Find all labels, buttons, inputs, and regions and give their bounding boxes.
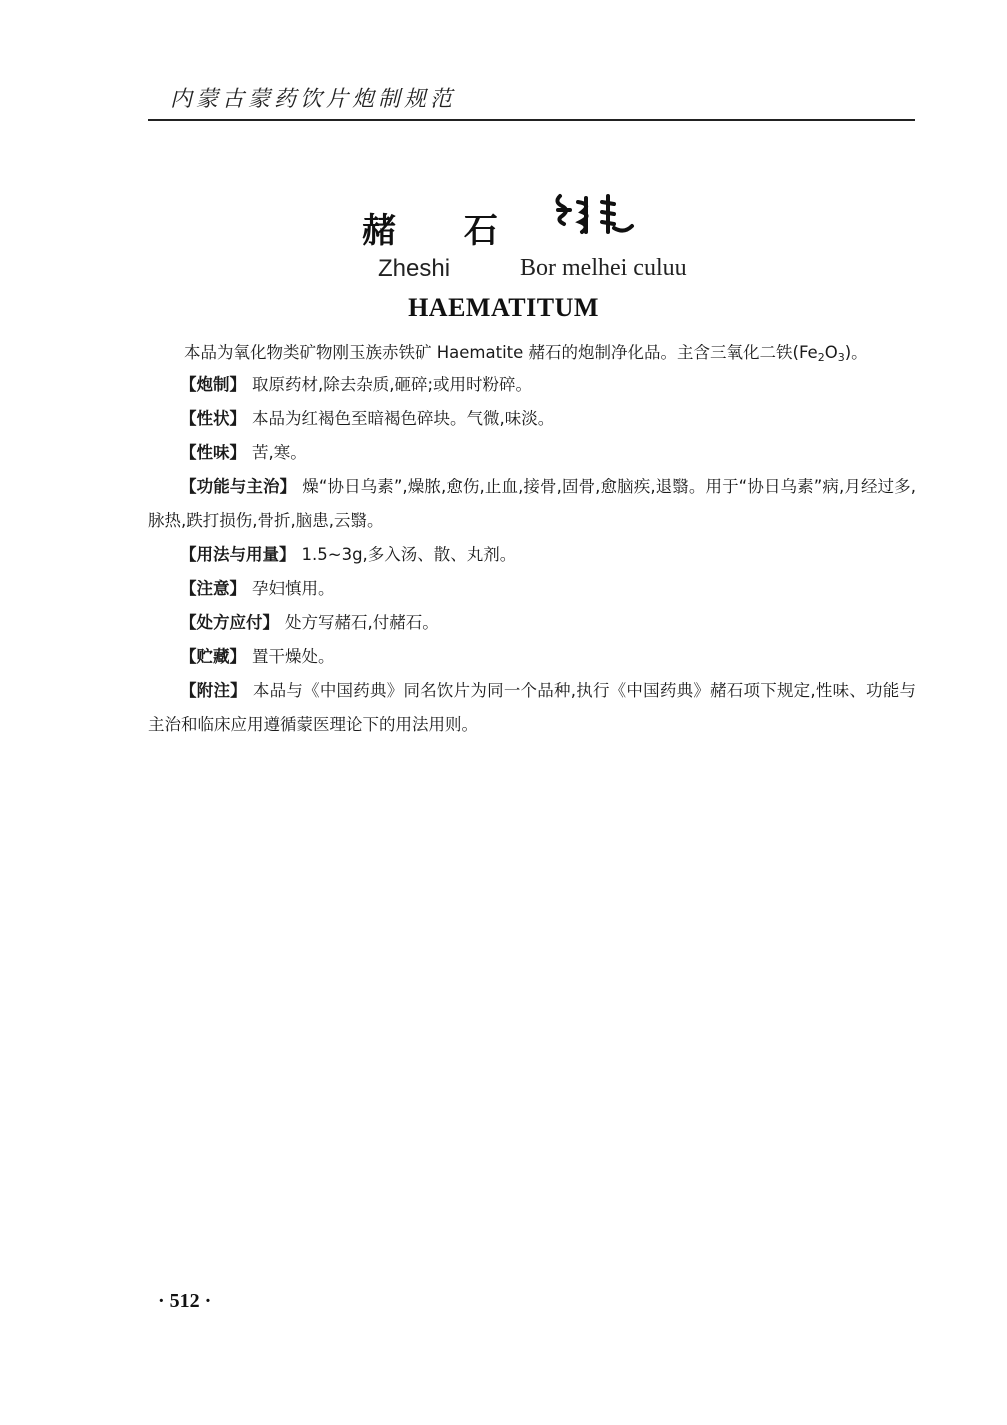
section-dosage: [180, 538, 948, 572]
page-number: · 512 ·: [158, 1290, 212, 1312]
section-label: 【用法与用量】: [180, 545, 296, 564]
title-latin: HAEMATITUM: [408, 293, 599, 322]
mongolian-script-title: [552, 192, 642, 238]
section-label: 【贮藏】: [180, 647, 246, 666]
section-text: 苦,寒。: [252, 443, 307, 462]
intro-end: )。: [844, 343, 868, 362]
section-notes: [148, 674, 916, 742]
title-mongolian-latin: Bor melhei culuu: [520, 255, 687, 281]
section-text: 1.5~3g,多入汤、散、丸剂。: [301, 545, 517, 564]
section-label: 【性状】: [180, 409, 246, 428]
formula-o: O: [824, 343, 838, 362]
title-chinese: 赭 石: [362, 211, 526, 251]
formula-sub-3: 3: [837, 351, 845, 364]
section-label: 【炮制】: [180, 375, 246, 394]
section-characteristics: [180, 402, 948, 436]
formula-fe: Fe: [798, 343, 818, 362]
header-rule: [148, 119, 915, 121]
section-text: 处方写赭石,付赭石。: [285, 613, 439, 632]
intro-text: 本品为氧化物类矿物刚玉族赤铁矿 Haematite 赭石的炮制净化品。主含三氧化二铁(: [184, 343, 799, 362]
section-caution: [180, 572, 948, 606]
formula-sub-2: 2: [817, 351, 825, 364]
section-label: 【附注】: [180, 681, 247, 700]
section-prescription: [180, 606, 948, 640]
section-text: 置干燥处。: [252, 647, 335, 666]
title-pinyin: Zheshi: [378, 255, 451, 282]
section-processing: [180, 368, 948, 402]
section-text: 取原药材,除去杂质,砸碎;或用时粉碎。: [252, 375, 533, 394]
running-title: 内蒙古蒙药饮片炮制规范: [170, 87, 457, 112]
section-label: 【功能与主治】: [180, 477, 297, 496]
section-text: 燥“协日乌素”,燥脓,愈伤,止血,接骨,固骨,愈脑疾,退翳。用于“协日乌素”病,月经过多,脉热,跌打损伤,骨折,脑患,云翳。: [148, 477, 916, 530]
section-text: 孕妇慎用。: [252, 579, 335, 598]
section-text: 本品与《中国药典》同名饮片为同一个品种,执行《中国药典》赭石项下规定,性味、功能与主治和临床应用遵循蒙医理论下的用法用则。: [148, 681, 917, 734]
section-storage: [180, 640, 948, 674]
section-functions: [148, 470, 916, 538]
section-text: 本品为红褐色至暗褐色碎块。气微,味淡。: [252, 409, 555, 428]
section-label: 【注意】: [180, 579, 246, 598]
section-label: 【性味】: [180, 443, 246, 462]
section-taste: [180, 436, 948, 470]
section-label: 【处方应付】: [180, 613, 279, 632]
